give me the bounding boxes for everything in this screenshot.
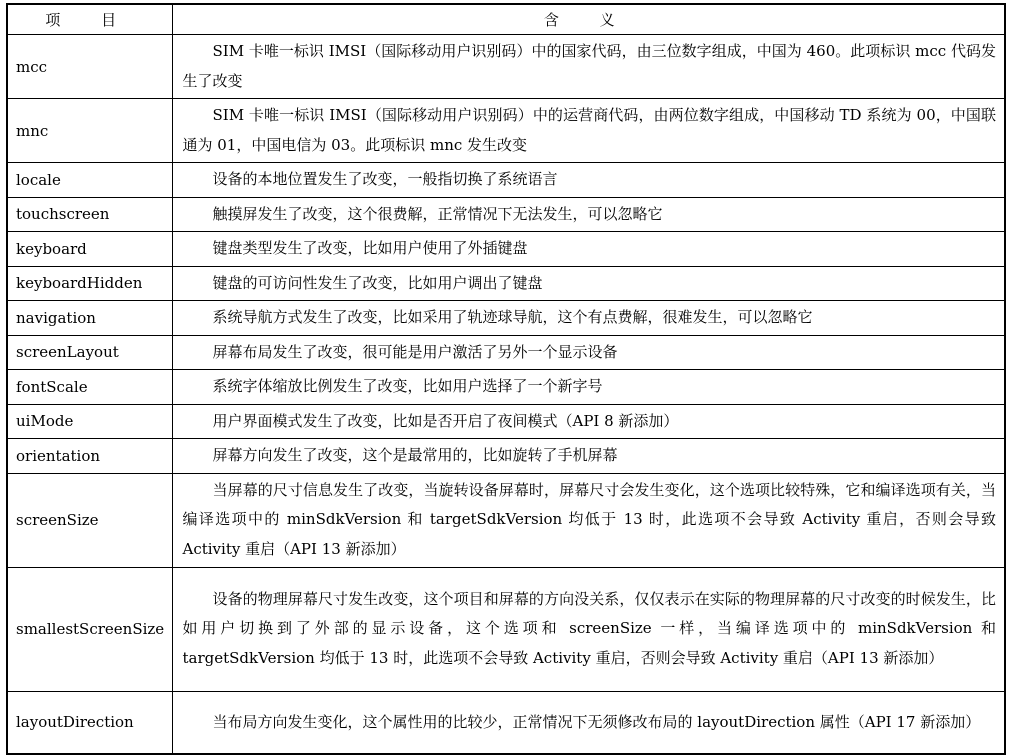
table-row [7,404,1005,439]
row-key: fontScale [7,370,172,405]
column-header-item: 项 目 [7,4,172,35]
row-description: 当布局方向发生变化，这个属性用的比较少，正常情况下无须修改布局的 layoutDirection 属性（API 17 新添加） [172,691,1005,754]
row-description: 当屏幕的尺寸信息发生了改变，当旋转设备屏幕时，屏幕尺寸会发生变化，这个选项比较特殊，它和编译选项有关，当编译选项中的 minSdkVersion 和 targetSdkVersion 均低于 13 时，此选项不会导致 Activity 重启，否则会导致 Activity 重启（API 13 新添加） [172,473,1005,567]
row-key: smallestScreenSize [7,567,172,691]
row-description: 键盘类型发生了改变，比如用户使用了外插键盘 [172,232,1005,267]
row-description: 设备的物理屏幕尺寸发生改变，这个项目和屏幕的方向没关系，仅仅表示在实际的物理屏幕的尺寸改变的时候发生，比如用户切换到了外部的显示设备，这个选项和 screenSize 一样，当编译选项中的 minSdkVersion 和 targetSdkVersion 均低于 13 时，此选项不会导致 Activity 重启，否则会导致 Activity 重启（API 13 新添加） [172,567,1005,691]
table-row [7,370,1005,405]
row-description: 触摸屏发生了改变，这个很费解，正常情况下无法发生，可以忽略它 [172,197,1005,232]
table-row [7,473,1005,567]
row-key: navigation [7,301,172,336]
row-key: keyboardHidden [7,266,172,301]
row-key: uiMode [7,404,172,439]
table-row [7,266,1005,301]
row-description: 设备的本地位置发生了改变，一般指切换了系统语言 [172,163,1005,198]
table-row [7,197,1005,232]
row-description: 系统导航方式发生了改变，比如采用了轨迹球导航，这个有点费解，很难发生，可以忽略它 [172,301,1005,336]
row-key: locale [7,163,172,198]
row-key: orientation [7,439,172,474]
table-row [7,439,1005,474]
table-row [7,335,1005,370]
config-changes-table [6,3,1006,755]
row-key: mcc [7,35,172,99]
table-row [7,35,1005,99]
table-row [7,232,1005,267]
row-key: mnc [7,99,172,163]
row-key: screenLayout [7,335,172,370]
table-row [7,163,1005,198]
row-description: 屏幕布局发生了改变，很可能是用户激活了另外一个显示设备 [172,335,1005,370]
table-row [7,99,1005,163]
table-row [7,567,1005,691]
row-description: SIM 卡唯一标识 IMSI（国际移动用户识别码）中的运营商代码，由两位数字组成，中国移动 TD 系统为 00，中国联通为 01，中国电信为 03。此项标识 mnc 发生改变 [172,99,1005,163]
table-row [7,691,1005,754]
row-key: keyboard [7,232,172,267]
row-key: screenSize [7,473,172,567]
table-row [7,301,1005,336]
column-header-meaning: 含 义 [172,4,1005,35]
row-description: 屏幕方向发生了改变，这个是最常用的，比如旋转了手机屏幕 [172,439,1005,474]
row-description: 键盘的可访问性发生了改变，比如用户调出了键盘 [172,266,1005,301]
row-description: 用户界面模式发生了改变，比如是否开启了夜间模式（API 8 新添加） [172,404,1005,439]
table-header-row [7,4,1005,35]
row-description: 系统字体缩放比例发生了改变，比如用户选择了一个新字号 [172,370,1005,405]
row-description: SIM 卡唯一标识 IMSI（国际移动用户识别码）中的国家代码，由三位数字组成，中国为 460。此项标识 mcc 代码发生了改变 [172,35,1005,99]
row-key: touchscreen [7,197,172,232]
row-key: layoutDirection [7,691,172,754]
